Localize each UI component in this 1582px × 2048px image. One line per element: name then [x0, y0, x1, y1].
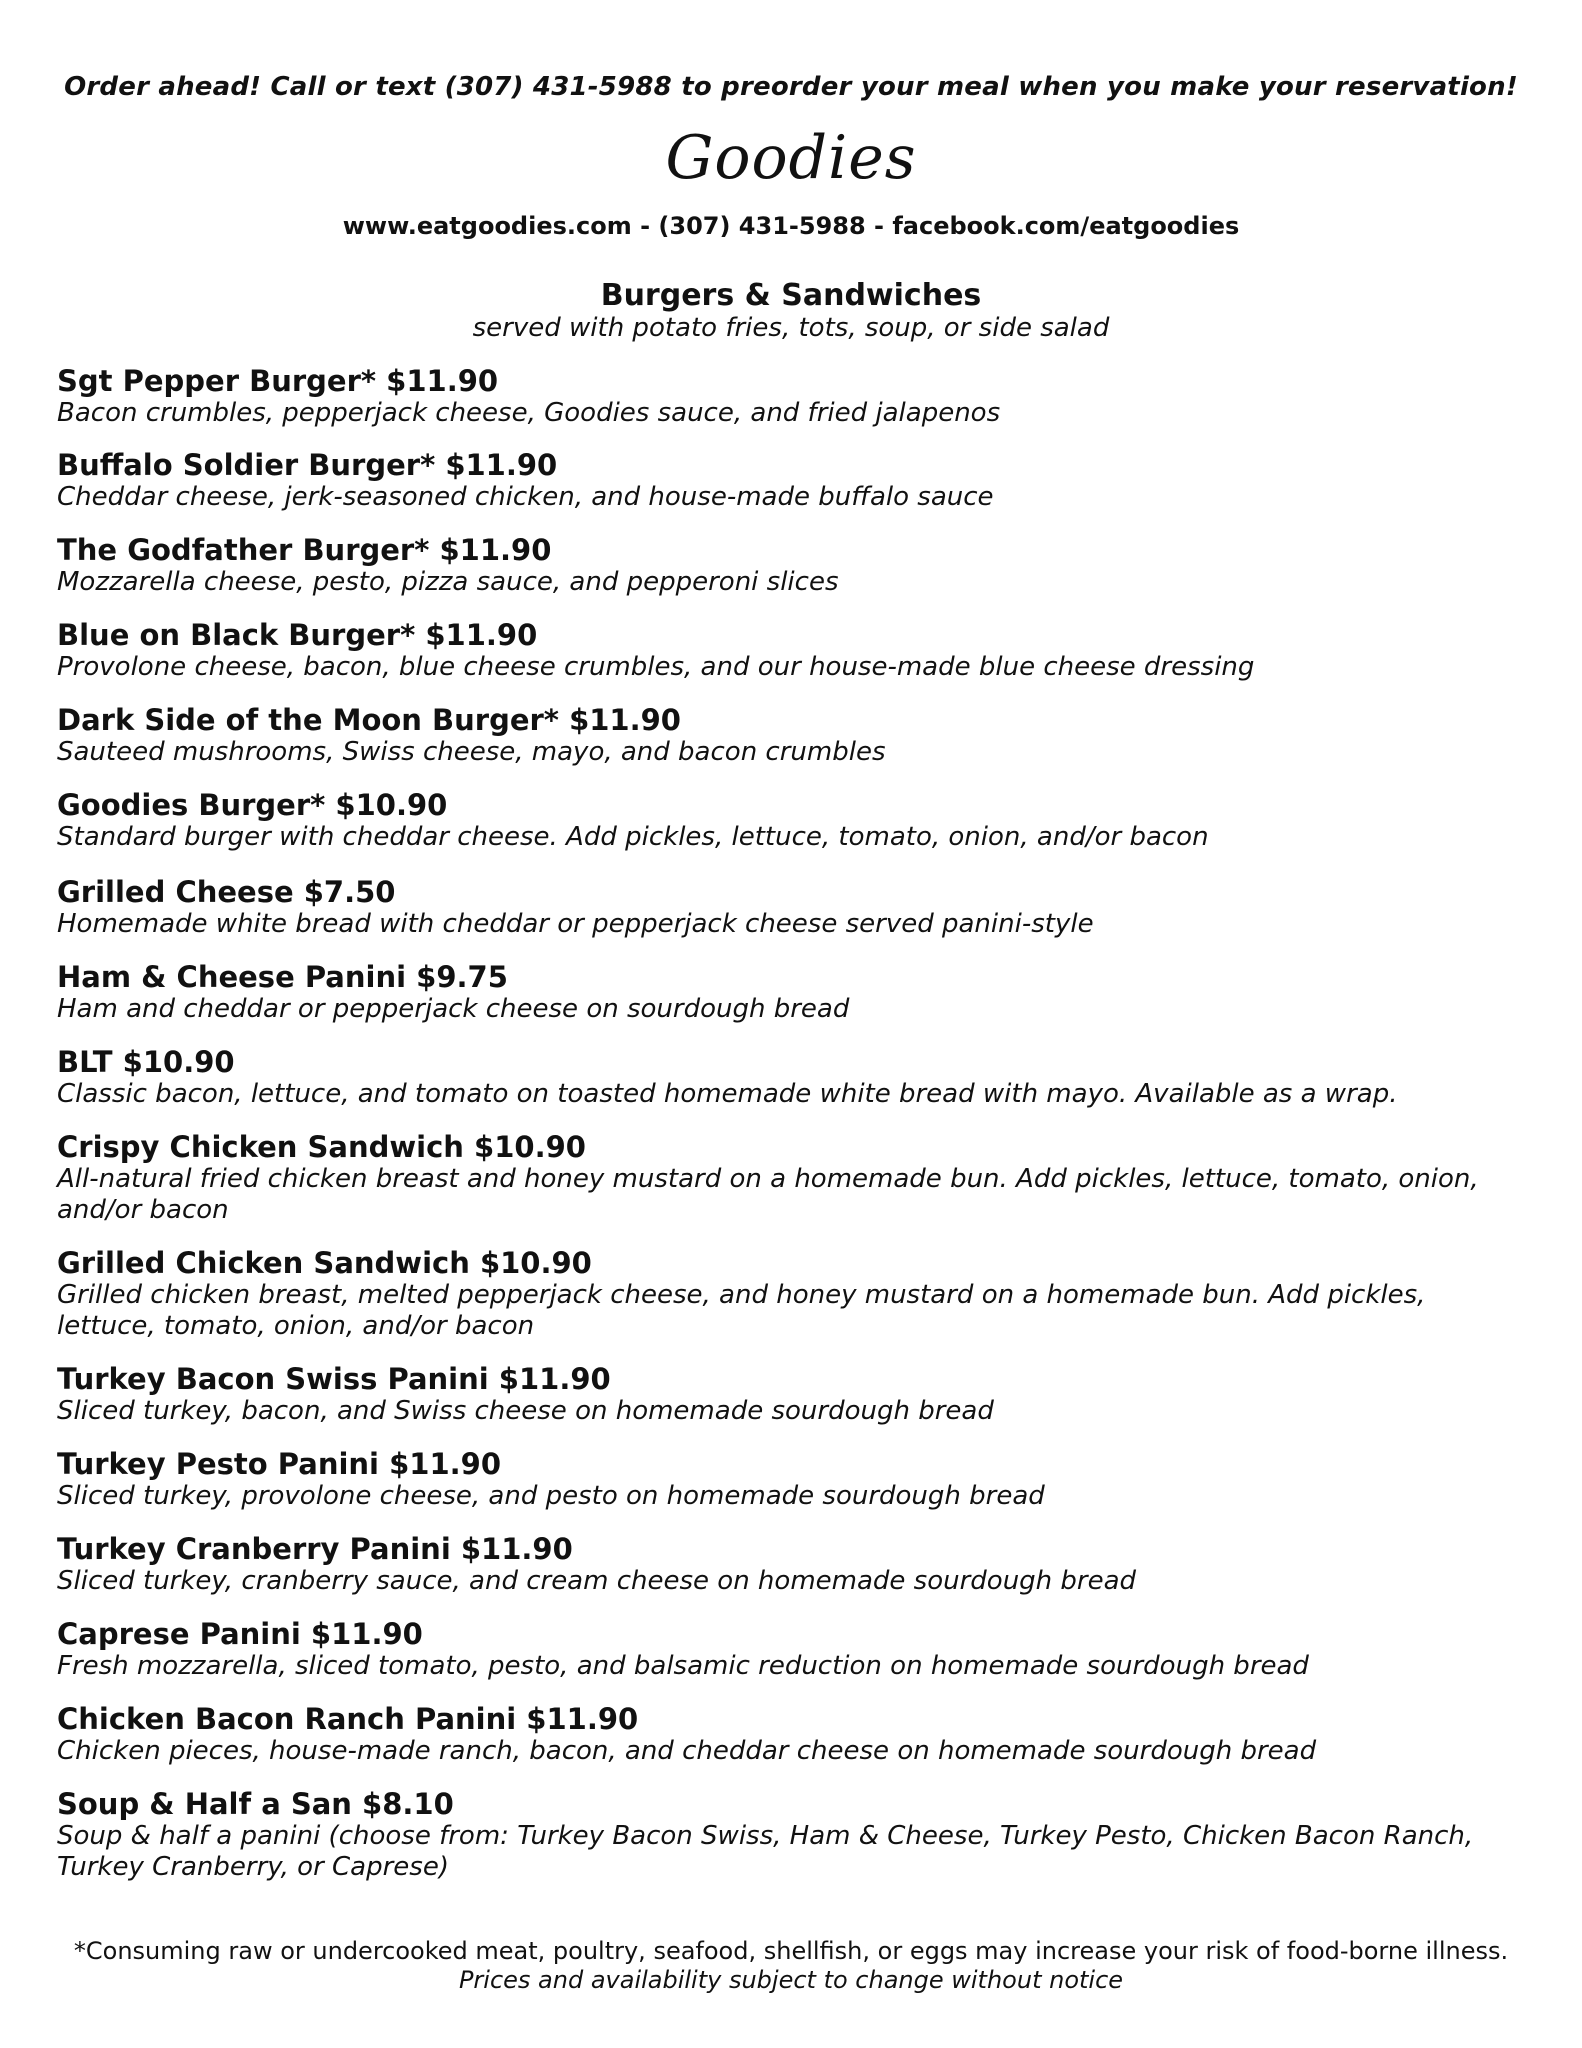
menu-item-title: BLT $10.90 [57, 1045, 235, 1079]
menu-item [57, 618, 1527, 683]
goodies-logo: Goodies [665, 123, 917, 193]
menu-item-description: Sauteed mushrooms, Swiss cheese, mayo, and bacon crumbles [57, 737, 886, 767]
menu-item-description: Fresh mozzarella, sliced tomato, pesto, and balsamic reduction on homemade sourdough bread [57, 1651, 1309, 1681]
menu-item-title: Chicken Bacon Ranch Panini $11.90 [57, 1702, 639, 1736]
menu-item-title: Crispy Chicken Sandwich $10.90 [57, 1130, 586, 1164]
menu-item [57, 1130, 1527, 1226]
menu-item-description: Chicken pieces, house-made ranch, bacon, and cheddar cheese on homemade sourdough bread [57, 1736, 1317, 1766]
menu-item-title: Blue on Black Burger* $11.90 [57, 618, 538, 652]
menu-item-description: Grilled chicken breast, melted pepperjack cheese, and honey mustard on a homemade bun. Add pickles, lettuce, tomato, onion, and/or bacon [57, 1280, 1426, 1341]
menu-item [57, 364, 1527, 429]
menu-item-description: Soup & half a panini (choose from: Turkey Bacon Swiss, Ham & Cheese, Turkey Pesto, Chicken Bacon Ranch, Turkey Cranberry, or Caprese) [57, 1821, 1474, 1882]
menu-item-description: Classic bacon, lettuce, and tomato on toasted homemade white bread with mayo. Available as a wrap. [57, 1079, 1398, 1109]
menu-item-title: Grilled Cheese $7.50 [57, 875, 396, 909]
menu-item [57, 1787, 1527, 1883]
menu-item-description: Homemade white bread with cheddar or pepperjack cheese served panini-style [57, 909, 1094, 939]
menu-item [57, 703, 1527, 768]
menu-item-title: Soup & Half a San $8.10 [57, 1787, 454, 1821]
menu-item [57, 1447, 1527, 1512]
menu-item-title: Turkey Pesto Panini $11.90 [57, 1447, 502, 1481]
menu-item [57, 788, 1527, 853]
section-title: Burgers & Sandwiches [600, 278, 982, 313]
menu-item [57, 448, 1527, 513]
menu-item-description: Sliced turkey, cranberry sauce, and cream cheese on homemade sourdough bread [57, 1566, 1137, 1596]
menu-item-title: Goodies Burger* $10.90 [57, 788, 448, 822]
menu-item-title: Turkey Cranberry Panini $11.90 [57, 1532, 573, 1566]
menu-item-title: Dark Side of the Moon Burger* $11.90 [57, 703, 681, 737]
menu-item [57, 1362, 1527, 1427]
menu-item [57, 1702, 1527, 1767]
menu-item-description: Mozzarella cheese, pesto, pizza sauce, and pepperoni slices [57, 567, 839, 597]
menu-item-title: Turkey Bacon Swiss Panini $11.90 [57, 1362, 611, 1396]
menu-item-title: Buffalo Soldier Burger* $11.90 [57, 448, 558, 482]
section-subtitle: served with potato fries, tots, soup, or side salad [472, 313, 1110, 343]
menu-item-description: All-natural fried chicken breast and honey mustard on a homemade bun. Add pickles, lettuce, tomato, onion, and/or bacon [57, 1164, 1479, 1225]
menu-item-title: Sgt Pepper Burger* $11.90 [57, 364, 499, 398]
menu-item-title: The Godfather Burger* $11.90 [57, 533, 552, 567]
menu-item-description: Bacon crumbles, pepperjack cheese, Goodies sauce, and fried jalapenos [57, 398, 1001, 428]
menu-item [57, 1045, 1527, 1110]
menu-item-title: Caprese Panini $11.90 [57, 1617, 423, 1651]
food-safety-warning: *Consuming raw or undercooked meat, poultry, seafood, shellfish, or eggs may increase your risk of food-borne illness. [73, 1937, 1509, 1965]
menu-item-title: Ham & Cheese Panini $9.75 [57, 960, 508, 994]
menu-item [57, 960, 1527, 1025]
menu-item [57, 1532, 1527, 1597]
menu-item-description: Cheddar cheese, jerk-seasoned chicken, and house-made buffalo sauce [57, 482, 994, 512]
menu-item-title: Grilled Chicken Sandwich $10.90 [57, 1246, 592, 1280]
menu-item [57, 533, 1527, 598]
menu-item-description: Sliced turkey, provolone cheese, and pesto on homemade sourdough bread [57, 1481, 1045, 1511]
menu-item [57, 875, 1527, 940]
price-notice: Prices and availability subject to change without notice [458, 1966, 1124, 1994]
order-ahead-banner: Order ahead! Call or text (307) 431-5988 to preorder your meal when you make your reservation! [64, 72, 1518, 102]
menu-item [57, 1246, 1527, 1342]
menu-item-description: Standard burger with cheddar cheese. Add pickles, lettuce, tomato, onion, and/or bacon [57, 822, 1209, 852]
menu-item-description: Provolone cheese, bacon, blue cheese crumbles, and our house-made blue cheese dressing [57, 652, 1255, 682]
menu-item-description: Ham and cheddar or pepperjack cheese on sourdough bread [57, 994, 850, 1024]
menu-item [57, 1617, 1527, 1682]
menu-item-description: Sliced turkey, bacon, and Swiss cheese on homemade sourdough bread [57, 1396, 994, 1426]
contact-line: www.eatgoodies.com - (307) 431-5988 - facebook.com/eatgoodies [342, 212, 1240, 240]
